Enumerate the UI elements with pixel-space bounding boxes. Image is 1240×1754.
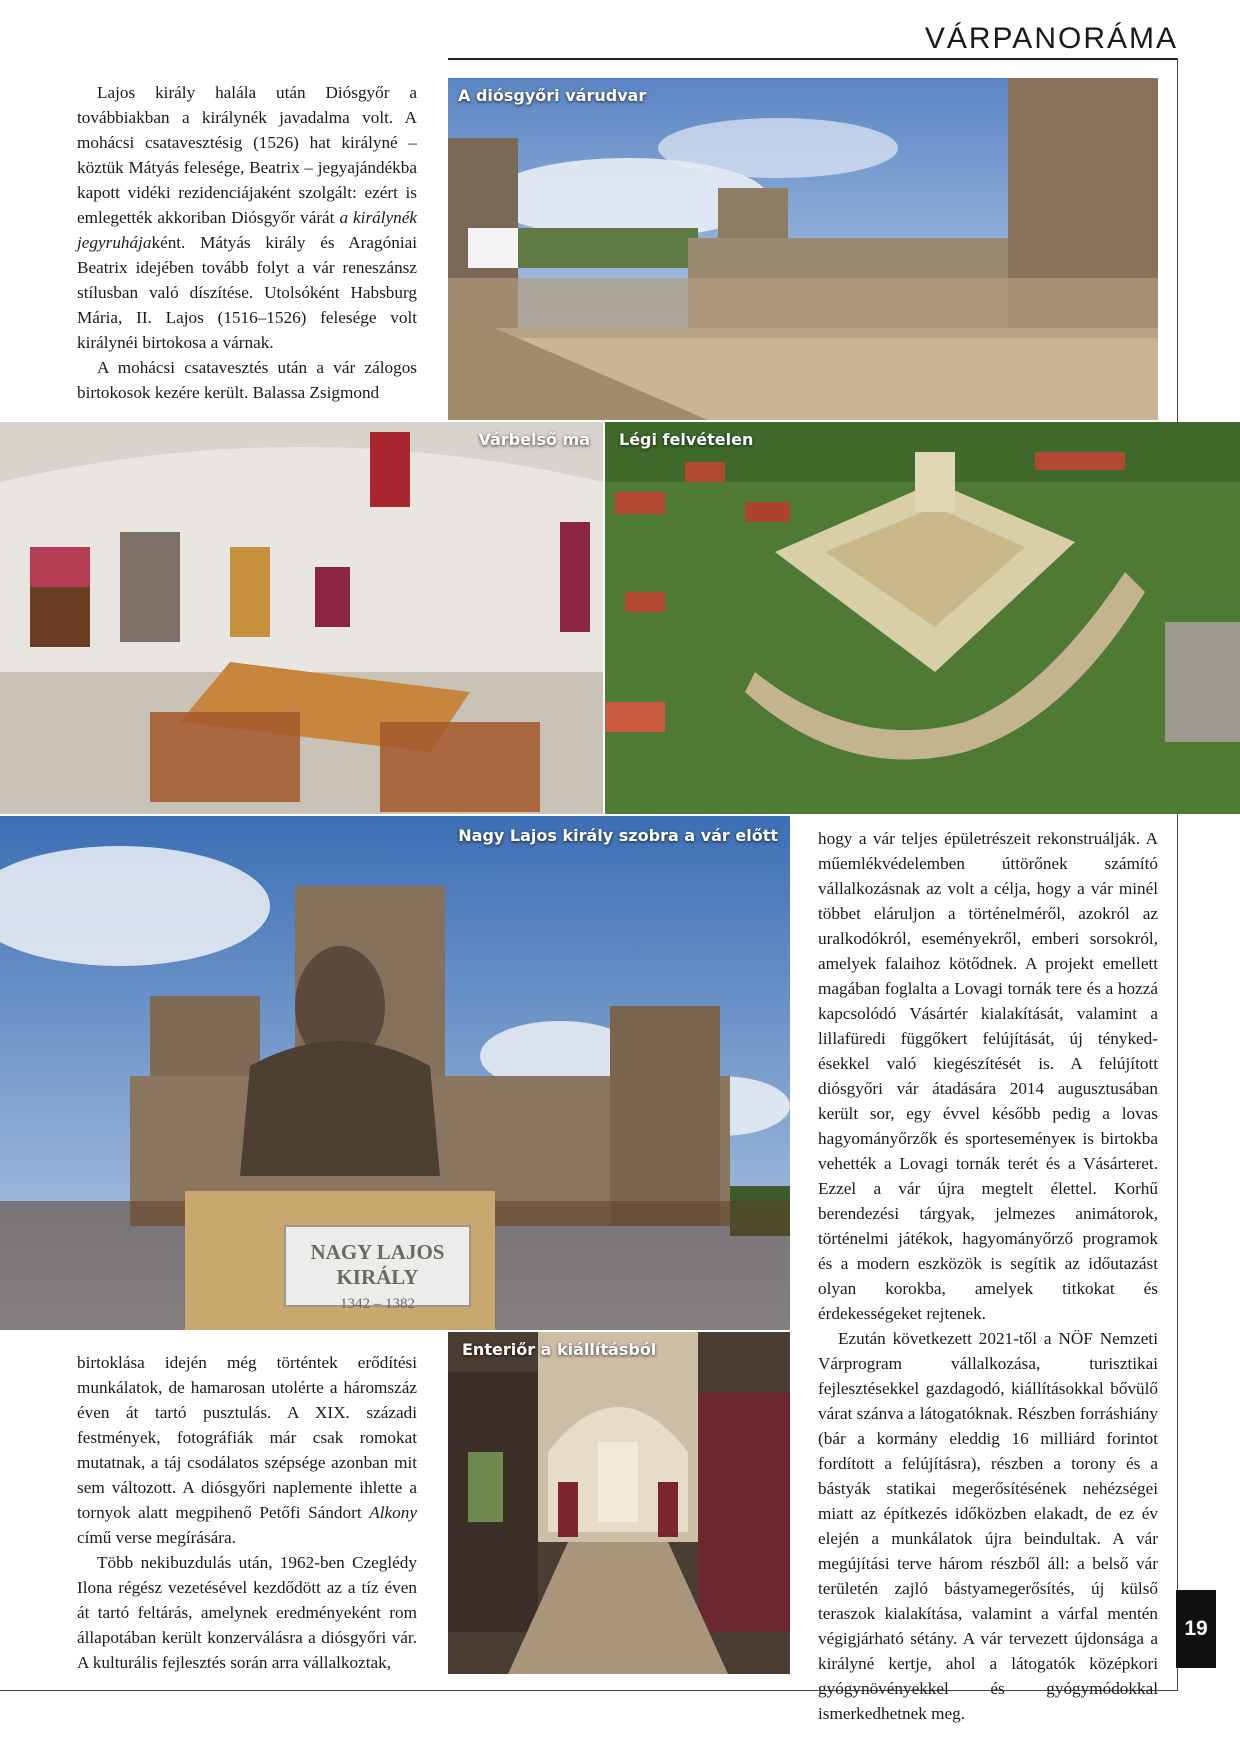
paragraph: Ezután következett 2021-től a NÖF Nemzeti Várprogram vállalkozása, turisztikai fejlesztésekkel gazdagodó, kiállításokkal bővülő várat szánva a látogatóknak. Részben forráshiány (bár a kormány eleddig 16 milliárd forintot fordított a felújításra), részben a torony és a bástyák statikai megerősítésének nehézségei miatt az építkezés időközben elakadt, de ez év elején a munkálatok újra beindultak. A vár megújítási terve három részből áll: a belső vár területén zajló bástyamegerősítés, új külső teraszok kialakítása, valamint a várfal mentén végigjárható sétány. A vár tervezett újdonsága a királyné kertje, ahol a látogatók középkori gyógynövényekkel és gyógymódokkal ismerkedhetnek meg.: [818, 1329, 1158, 1723]
photo-caption: A diósgyőri várudvar: [458, 86, 647, 105]
photo-caption: Enteriőr a kiállításból: [462, 1340, 657, 1359]
right-margin-rule: [1177, 58, 1178, 1690]
aerial-photo: [605, 422, 1240, 814]
header-rule: [448, 58, 1178, 60]
chapel-photo: [448, 1332, 790, 1674]
paragraph: A mohácsi csatavesztés után a vár zálogos birtokosok kezére került. Balassa Zsigmond: [77, 358, 417, 402]
article-column-1: [77, 80, 417, 405]
page-number: 19: [1176, 1590, 1216, 1668]
photo-caption: Légi felvételen: [619, 430, 754, 449]
paragraph: Több nekibuzdulás után, 1962-ben Czeglédy Ilona régész vezetésével kezdődött az a tíz éven át tartó feltárás, amelynek eredményeként rom állapotában került konzerválásra a diósgyőri vár. A kulturális fejlesztés során arra vállalkoztak,: [77, 1553, 417, 1672]
article-column-3: [818, 826, 1158, 1726]
interior-photo: [0, 422, 603, 814]
courtyard-photo: [448, 78, 1158, 420]
paragraph: birtoklása idején még történtek erődítési munkálatok, de hamarosan utolérte a háromszáz éven át tartó pusztulás. A XIX. századi festmények, fotográfiák már csak romokat mutatnak, a táj csodálatos szépsége azonban mit sem változott. A diósgyőri naplemente ihlette a tornyok alatt megpihenő Petőfi Sándort Alkony című verse megírására.: [77, 1353, 417, 1547]
statue-plaque: [285, 1226, 470, 1312]
photo-caption: Várbelső ma: [478, 430, 590, 449]
plaque-years: 1342 – 1382: [340, 1296, 415, 1312]
article-column-2: [77, 1350, 417, 1675]
paragraph: hogy a vár teljes épületrészeit rekonstruálják. A műemlékvédelemben úttörőnek számító vállalkozásnak az volt a célja, hogy a vár minél többet eláruljon a történelméről, azokról az uralkodókról, eseményekről, emberi sorsokról, amelyek falaihoz kötődnek. A projekt emellett magában foglalta a Lovagi tornák tere és a hozzá kapcsolódó Vásártér kialakítását, valamint a lillafüredi függőkert felújítását, új ténykedésekkel való kiegészítését is. A felújított diósgyőri vár átadására 2014 augusztusában került sor, egy évvel később pedig a lovas hagyományőrzők és sporteseményeк is birtokba vehették a Lovagi tornák terét és a Vásárteret. Ezzel a vár újra megtelt élettel. Korhű berendezési tárgyak, jelmezes animátorok, történelmi játékok, hagyományőrző programok és a modern eszközök is segítik az időutazást olyan korokba, amelyek titkokat és érdekességeket rejtenek.: [818, 829, 1158, 1323]
photo-caption: Nagy Lajos király szobra a vár előtt: [458, 826, 778, 845]
section-title: VÁRPANORÁMA: [924, 22, 1178, 55]
plaque-name: NAGY LAJOS KIRÁLY: [310, 1240, 445, 1289]
paragraph: Lajos király halála után Diósgyőr a továbbiakban a királynék javadalma volt. A mohácsi csatavesztésig (1526) hat királyné – köztük Mátyás felesége, Beatrix – jegyajándékba kapott vidéki rezidenciájaként szolgált: ezért is emlegették akkoriban Diósgyőr várát a királynék jegyruhájaként. Mátyás király és Aragóniai Beatrix idejében tovább folyt a vár reneszánsz stílusban való díszítése. Utolsóként Habsburg Mária, II. Lajos (1516–1526) felesége volt királynéi birtokosa a várnak.: [77, 83, 417, 352]
statue-photo: [0, 816, 790, 1330]
